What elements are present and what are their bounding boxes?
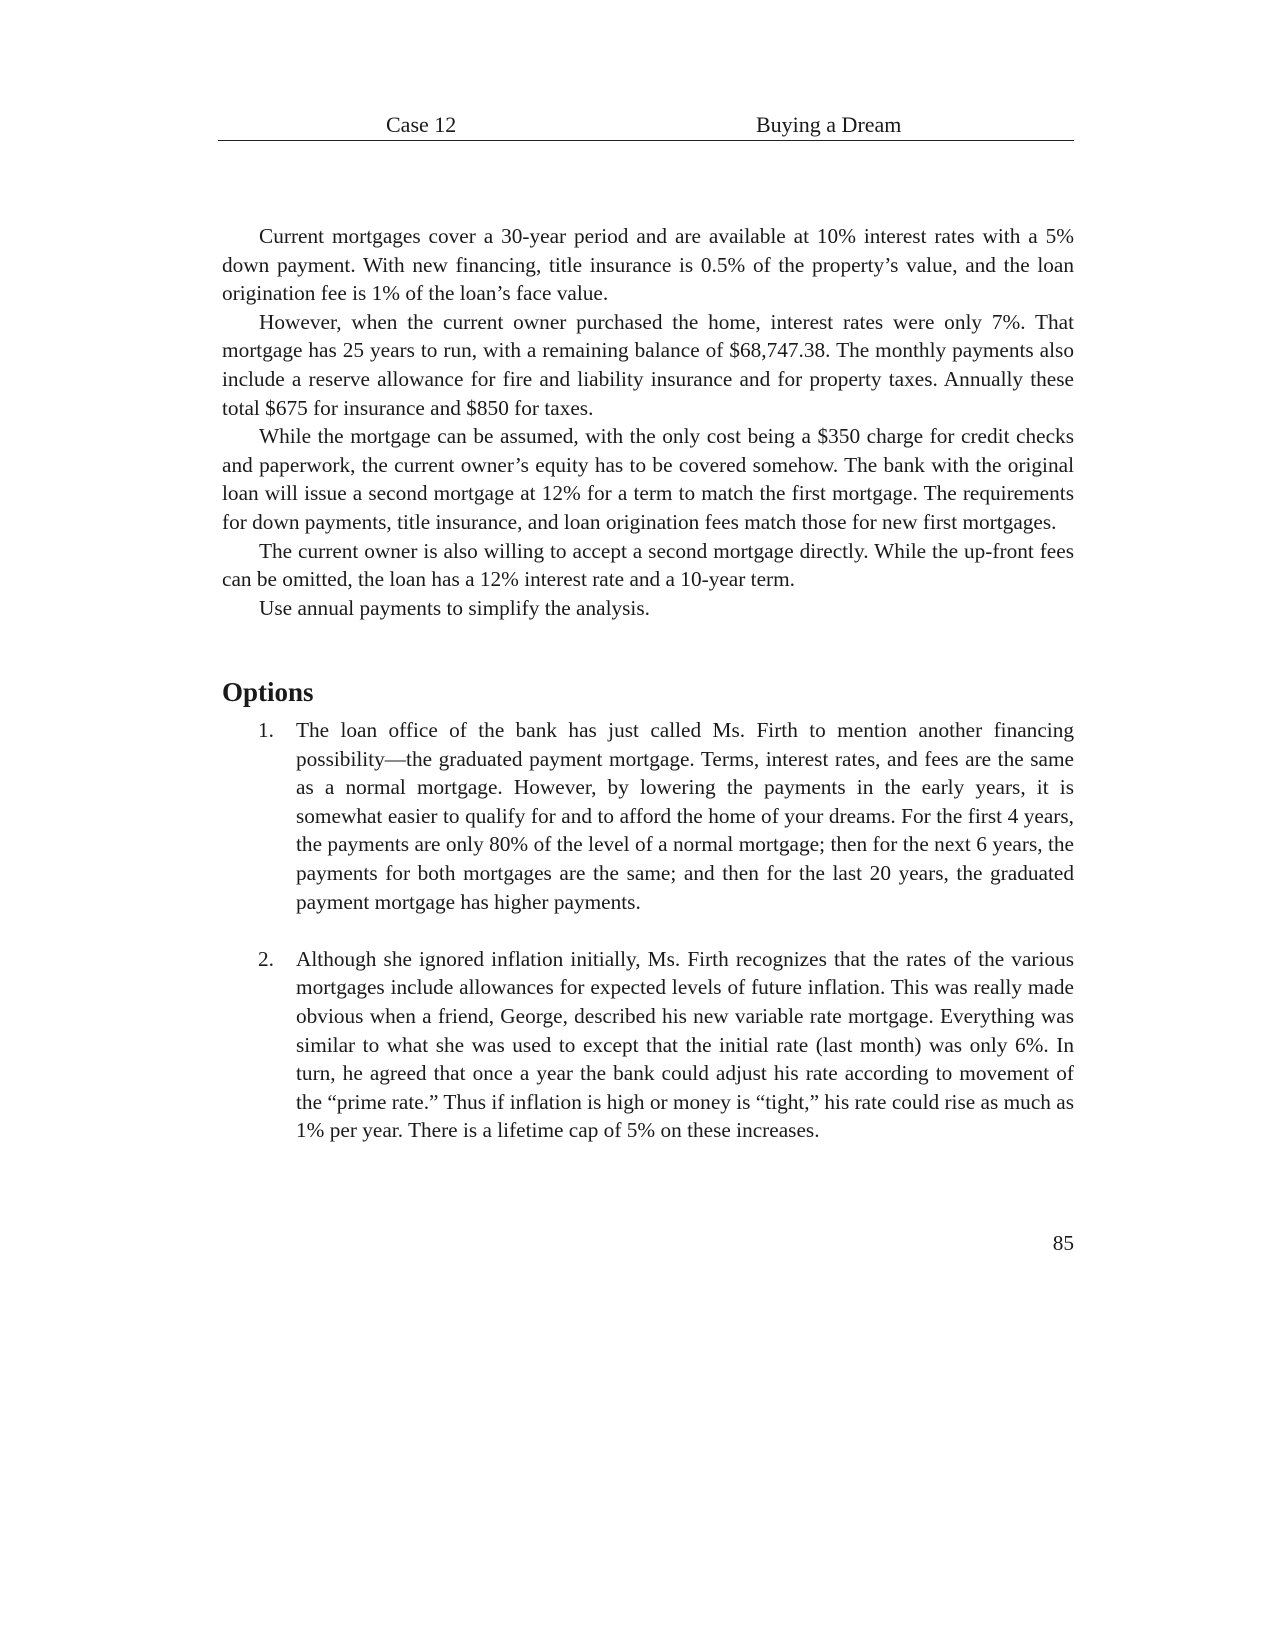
paragraph: While the mortgage can be assumed, with the only cost being a $350 charge for credit checks and paperwork, the current owner’s equity has to be covered somehow. The bank with the original loan will issue a second mortgage at 12% for a term to match the first mortgage. The requirements for down payments, title insurance, and loan origination fees match those for new first mortgages. bbox=[222, 424, 1074, 534]
page-number: 85 bbox=[1052, 1231, 1074, 1255]
options-list bbox=[222, 716, 1074, 1145]
body-text bbox=[222, 222, 1074, 622]
list-item-text: Although she ignored inflation initially, Ms. Firth recognizes that the rates of the various mortgages include allowances for expected levels of future inflation. This was really made obvious when a friend, George, described his new variable rate mortgage. Everything was similar to what she was used to except that the initial rate (last month) was only 6%. In turn, he agreed that once a year the bank could adjust his rate according to movement of the “prime rate.” Thus if inflation is high or money is “tight,” his rate could rise as much as 1% per year. There is a lifetime cap of 5% on these increases. bbox=[296, 946, 1074, 1143]
header-case-number: Case 12 bbox=[386, 112, 457, 137]
list-item-text: The loan office of the bank has just called Ms. Firth to mention another financing possibility—the graduated payment mortgage. Terms, interest rates, and fees are the same as a normal mortgage. However, by lowering the payments in the early years, it is somewhat easier to qualify for and to afford the home of your dreams. For the first 4 years, the payments are only 80% of the level of a normal mortgage; then for the next 6 years, the payments for both mortgages are the same; and then for the last 20 years, the graduated payment mortgage has higher payments. bbox=[296, 718, 1074, 914]
paragraph: Current mortgages cover a 30-year period and are available at 10% interest rates with a 5% down payment. With new financing, title insurance is 0.5% of the property’s value, and the loan origination fee is 1% of the loan’s face value. bbox=[222, 224, 1074, 306]
header-case-title: Buying a Dream bbox=[756, 112, 902, 137]
paragraph: However, when the current owner purchased the home, interest rates were only 7%. That mortgage has 25 years to run, with a remaining balance of $68,747.38. The monthly payments also include a reserve allowance for fire and liability insurance and for property taxes. Annually these total $675 for insurance and $850 for taxes. bbox=[222, 309, 1074, 420]
paragraph: Use annual payments to simplify the analysis. bbox=[259, 595, 650, 620]
list-item bbox=[222, 945, 1074, 1145]
paragraph: The current owner is also willing to accept a second mortgage directly. While the up-front fees can be omitted, the loan has a 12% interest rate and a 10-year term. bbox=[222, 538, 1074, 592]
list-item bbox=[222, 716, 1074, 916]
list-item-number: 1. bbox=[258, 718, 274, 742]
options-heading: Options bbox=[222, 677, 314, 707]
page-header bbox=[218, 110, 1074, 141]
list-item-number: 2. bbox=[258, 946, 274, 971]
